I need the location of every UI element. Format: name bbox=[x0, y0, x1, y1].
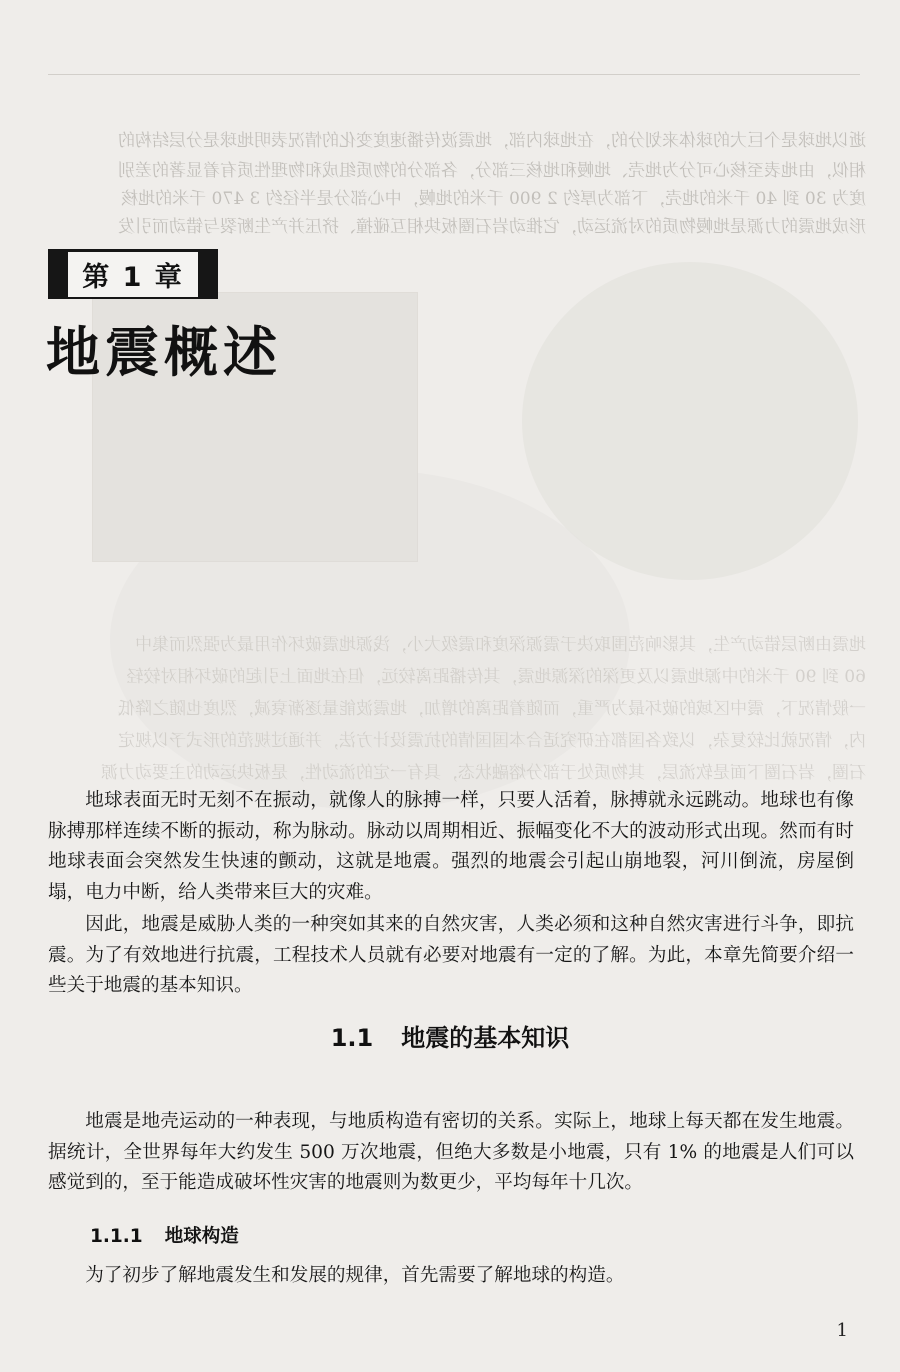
subsection-title-text: 地球构造 bbox=[164, 1226, 239, 1247]
subsection-paragraph: 为了初步了解地震发生和发展的规律，首先需要了解地球的构造。 bbox=[85, 1265, 625, 1286]
show-through-text: 石圈，岩石圈下面是软流层，其物质处于部分熔融状态，具有一定的流动性，是板块运动的主要动力源 bbox=[101, 763, 866, 783]
section-paragraph: 地震是地壳运动的一种表现，与地质构造有密切的关系。实际上，地球上每天都在发生地震。据统计，全世界每年大约发生 500 万次地震，但绝大多数是小地震，只有 1% 的地震是人们可以感觉到的，至于能造成破坏性灾害的地震则为数更少，平均每年十几次。 bbox=[48, 1111, 854, 1193]
show-through-text: 度为 30 到 40 千米的地壳，下部为厚约 2 900 千米的地幔，中心部分是半径约 3 470 千米的地核 bbox=[121, 189, 866, 209]
chapter-badge bbox=[48, 249, 218, 299]
section-number: 1.1 bbox=[330, 1024, 374, 1052]
subsection-number: 1.1.1 bbox=[90, 1226, 143, 1247]
show-through-text: 相似，由地表至核心可分为地壳、地幔和地核三部分，各部分的物质组成和物理性质有着显著的差别 bbox=[118, 161, 866, 181]
intro-paragraph: 地球表面无时无刻不在振动，就像人的脉搏一样，只要人活着，脉搏就永远跳动。地球也有像脉搏那样连续不断的振动，称为脉动。脉动以周期相近、振幅变化不大的波动形式出现。然而有时地球表面会突然发生快速的颤动，这就是地震。强烈的地震会引起山崩地裂，河川倒流，房屋倒塌，电力中断，给人类带来巨大的灾难。 bbox=[48, 790, 854, 903]
show-through-text: 地震由断层错动产生，其影响范围取决于震源深度和震级大小，浅源地震破坏作用最为强烈而集中 bbox=[135, 635, 866, 655]
section-heading bbox=[0, 1018, 900, 1053]
show-through-text: 逝以地球是个巨大的球体来划分的，在地球内部，地震波传播速度变化的情况表明地球是分层结构的 bbox=[118, 131, 866, 151]
chapter-title: 地震概述 bbox=[46, 321, 282, 384]
show-through-text: 60 到 90 千米的中源地震以及更深的深源地震，其传播距离较远，但在地面上引起的破坏相对较轻 bbox=[126, 667, 866, 687]
show-through-text: 内，情况就比较复杂，以致各国都在研究适合本国国情的抗震设计方法，并通过规范的形式予以规定 bbox=[118, 731, 866, 751]
page-header-rule bbox=[48, 74, 860, 75]
section-title-text: 地震的基本知识 bbox=[401, 1024, 570, 1052]
show-through-text: 形成地震的力源是地幔物质的对流运动，它推动岩石圈板块相互碰撞、挤压并产生断裂与错动而引发 bbox=[118, 217, 866, 237]
page-number: 1 bbox=[836, 1320, 848, 1341]
subsection-heading bbox=[90, 1222, 239, 1248]
chapter-number-label: 第 1 章 bbox=[68, 252, 198, 297]
show-through-text: 一般情况下，震中区域的破坏最为严重，而随着距离的增加，地震波能量逐渐衰减，烈度也随之降低 bbox=[118, 699, 866, 719]
intro-paragraph: 因此，地震是威胁人类的一种突如其来的自然灾害，人类必须和这种自然灾害进行斗争，即抗震。为了有效地进行抗震，工程技术人员就有必要对地震有一定的了解。为此，本章先简要介绍一些关于地震的基本知识。 bbox=[48, 914, 854, 996]
